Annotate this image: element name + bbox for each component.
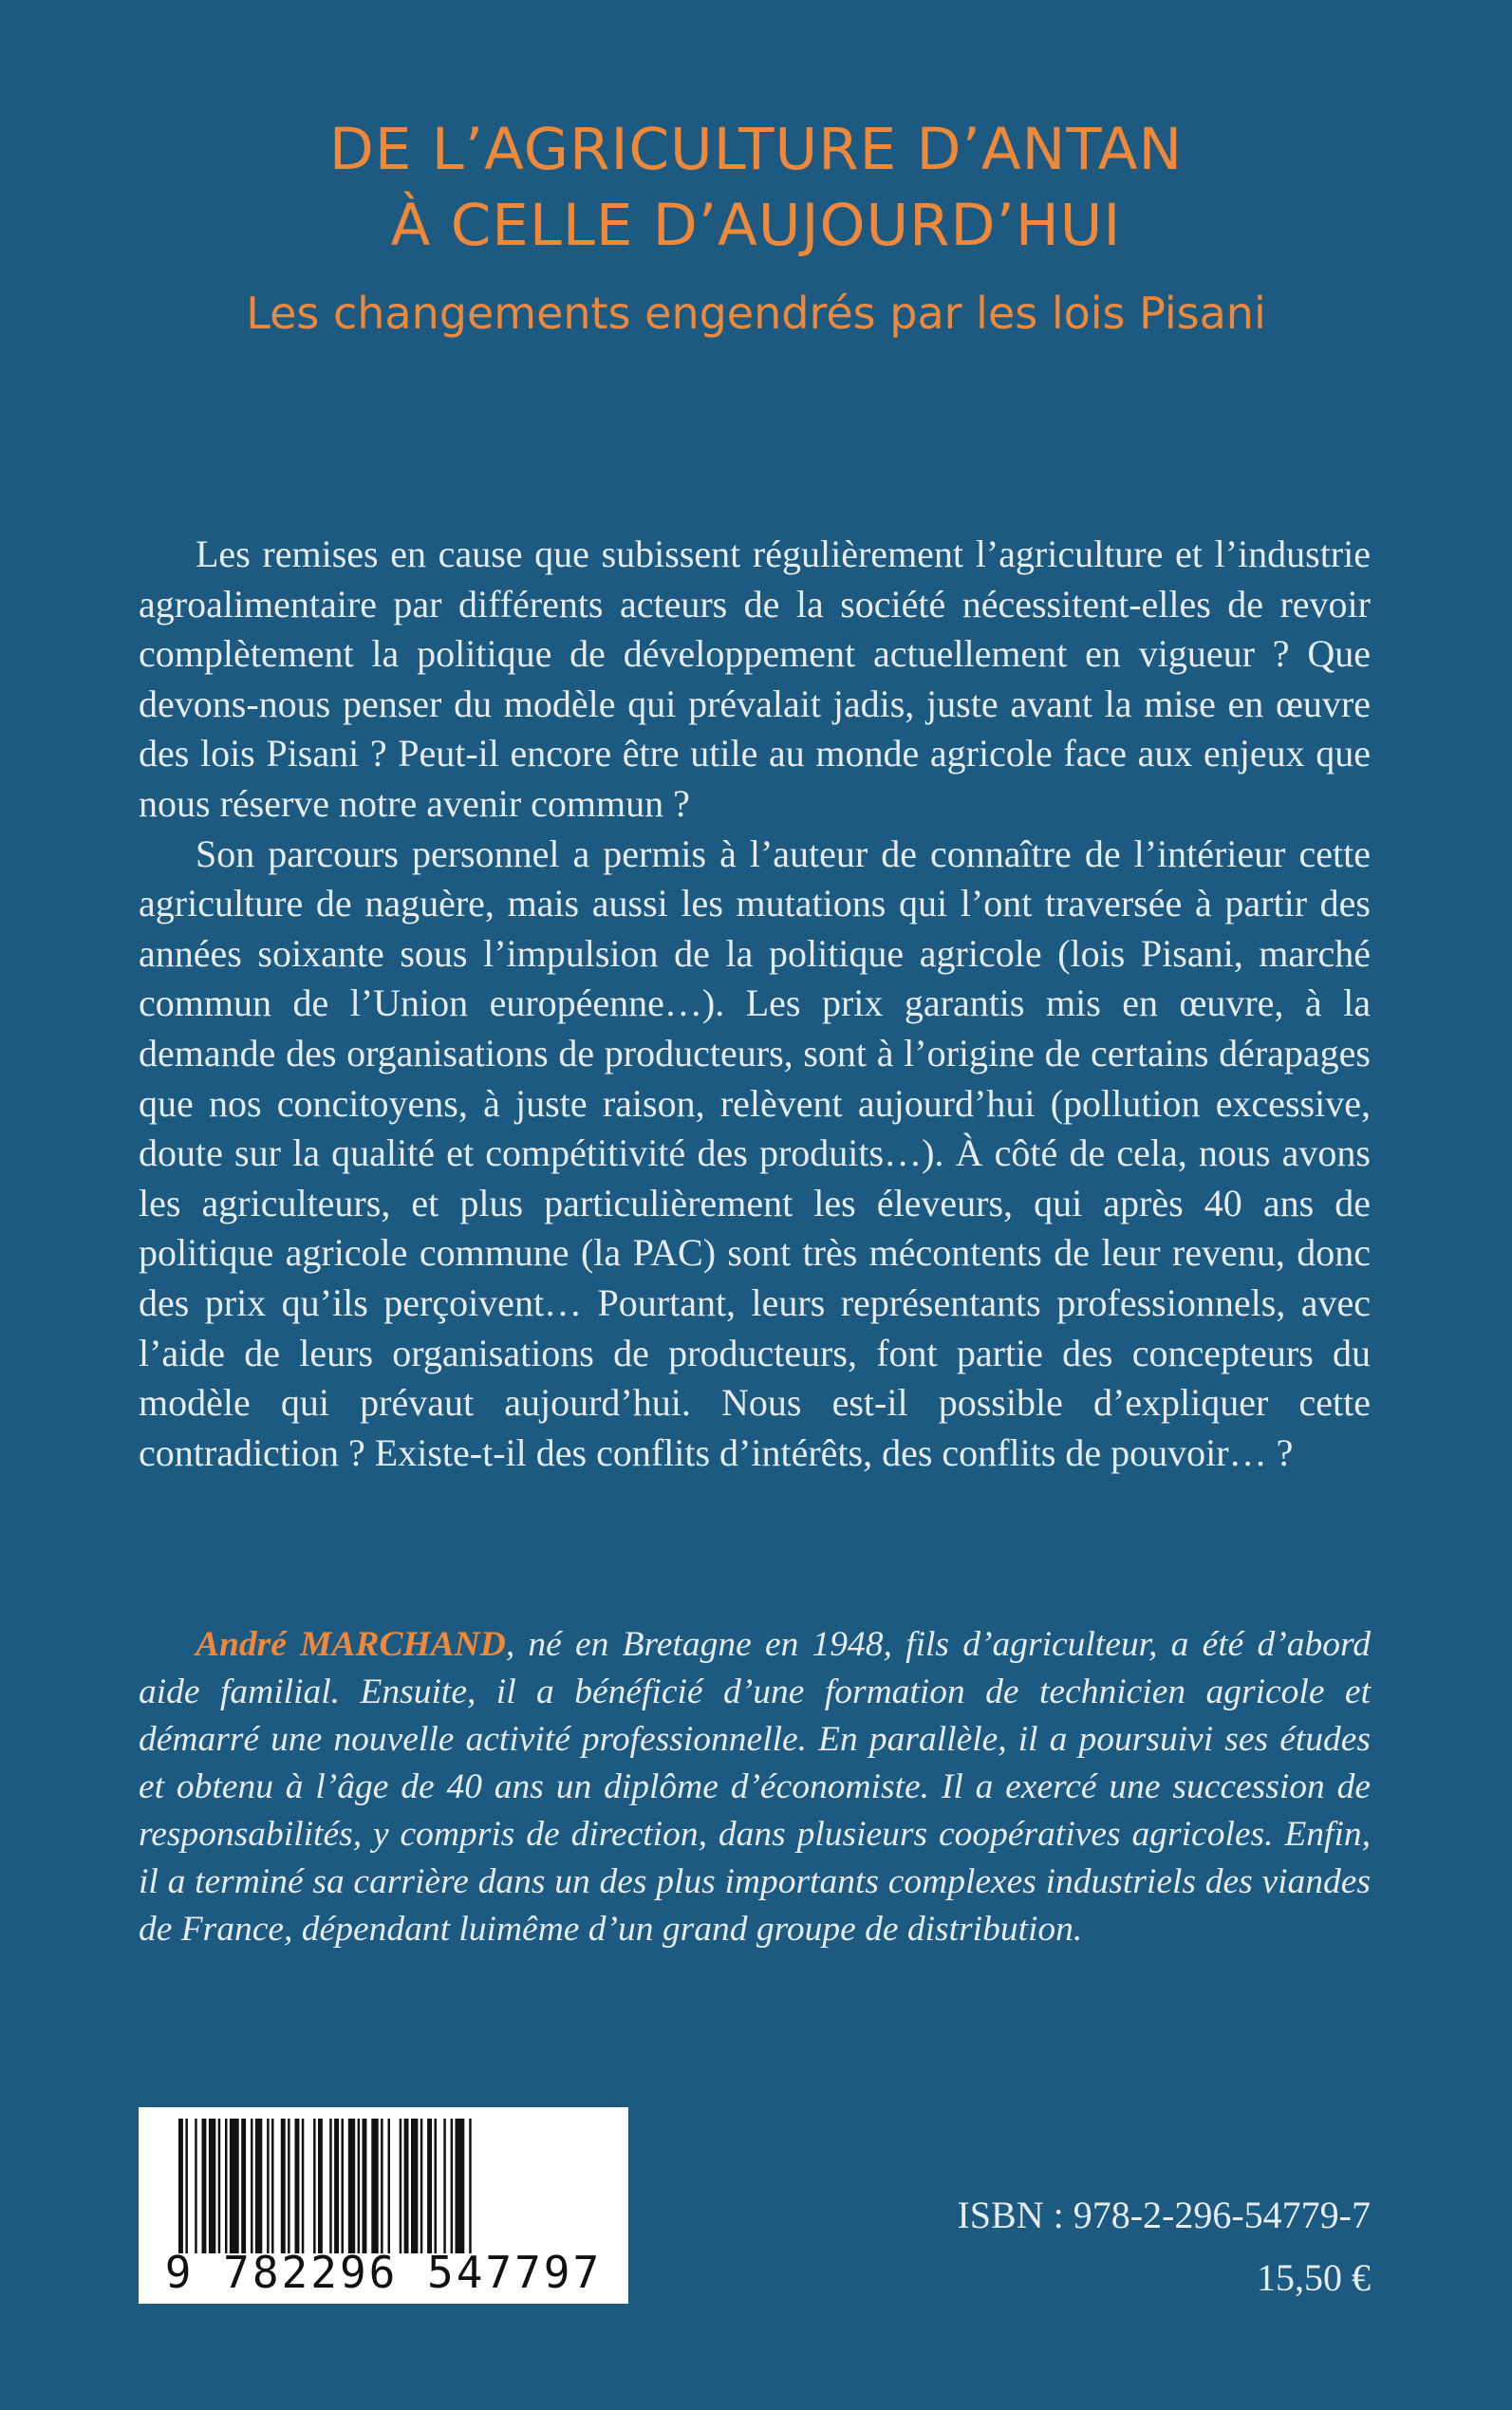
barcode-bar [381,2119,383,2253]
author-bio [139,1621,1371,1953]
barcode-bar [271,2119,274,2253]
blurb-paragraph-2: Son parcours personnel a permis à l’auteur de connaître de l’intérieur cette agriculture de naguère, mais aussi les mutations qui l’ont traversée à partir des années soixante sous l’impulsion de la politique agricole (lois Pisani, marché commun de l’Union européenne…). Les prix garantis mis en œuvre, à la demande des organisations de producteurs, sont à l’origine de certains dérapages que nos concitoyens, à juste raison, relèvent aujourd’hui (pollution excessive, doute sur la qualité et compétitivité des produits…). À côté de cela, nous avons les agriculteurs, et plus particulièrement les éleveurs, qui après 40 ans de politique agricole commune (la PAC) sont très mécontents de leur revenu, donc des prix qu’ils perçoivent… Pourtant, leurs représentants professionnels, avec l’aide de leurs organisations de producteurs, font partie des concepteurs du modèle qui prévaut aujourd’hui. Nous est-il possible d’expliquer cette contradiction ? Existe-t-il des conflits d’intérêts, des conflits de pouvoir… ? [139,831,1371,1474]
barcode-bars [144,2113,623,2255]
barcode-bar [435,2119,438,2253]
isbn: ISBN : 978-2-296-54779-7 [957,2194,1371,2236]
barcode-bar [469,2119,472,2253]
barcode-bar [185,2119,188,2253]
barcode-bar [342,2119,345,2253]
barcode-bar [358,2119,361,2253]
barcode-bar [230,2119,239,2253]
barcode-bar [456,2119,465,2253]
blurb [139,530,1371,1478]
barcode-bar [302,2119,305,2253]
barcode-bar [255,2119,262,2253]
barcode-bar [209,2119,215,2253]
barcode-bar [388,2119,391,2253]
barcode-digits: 9 782296 547797 [164,2247,603,2298]
barcode-bar [218,2119,221,2253]
barcode-bar [195,2119,197,2253]
barcode-bar [451,2119,454,2253]
barcode-bar [443,2119,446,2253]
author-name: André MARCHAND [196,1625,506,1664]
barcode-bar [178,2119,183,2253]
barcode-bar [318,2119,323,2253]
barcode-bar [400,2119,402,2253]
barcode-bar [225,2119,228,2253]
barcode-bar [371,2119,378,2253]
blurb-paragraph-1: Les remises en cause que subissent régulièrement l’agriculture et l’industrie agroalimentaire par différents acteurs de la société nécessitent-elles de revoir complètement la politique de développement actuellement en vigueur ? Que devons-nous penser du modèle qui prévalait jadis, juste avant la mise en œuvre des lois Pisani ? Peut-il encore être utile au monde agricole face aux enjeux que nous réserve notre avenir commun ? [139,532,1371,825]
barcode-bar [241,2119,246,2253]
barcode-bar [202,2119,207,2253]
barcode [139,2107,628,2304]
author-bio-text: , né en Bretagne en 1948, fils d’agriculteur, a été d’abord aide familial. Ensuite, il a bénéficié d’une formation de technicien agricole et démarré une nouvelle activité professionnelle. En parallèle, il a poursuivi ses études et obtenu à l’âge de 40 ans un diplôme d’économiste. Il a exercé une succession de responsabilités, y compris de direction, dans plusieurs coopératives agricoles. Enfin, il a terminé sa carrière dans un des plus importants complexes industriels des viandes de France, dépendant luimême d’un grand groupe de distribution. [139,1625,1371,1949]
barcode-bar [427,2119,432,2253]
barcode-bar [363,2119,367,2253]
barcode-bar [267,2119,270,2253]
barcode-bar [281,2119,286,2253]
barcode-bar [420,2119,423,2253]
barcode-bar [313,2119,316,2253]
barcode-bar [295,2119,300,2253]
barcode-bar [251,2119,253,2253]
barcode-bar [329,2119,332,2253]
price: 15,50 € [1257,2256,1371,2299]
barcode-bar [288,2119,290,2253]
title-line-1: DE L’AGRICULTURE D’ANTAN [328,116,1184,183]
barcode-bar [404,2119,409,2253]
barcode-bar [411,2119,418,2253]
title-line-2: À CELLE D’AUJOURD’HUI [390,192,1122,259]
subtitle: Les changements engendrés par les lois Pisani [246,288,1266,339]
barcode-bar [334,2119,339,2253]
barcode-bar [348,2119,355,2253]
title-block [0,112,1512,342]
